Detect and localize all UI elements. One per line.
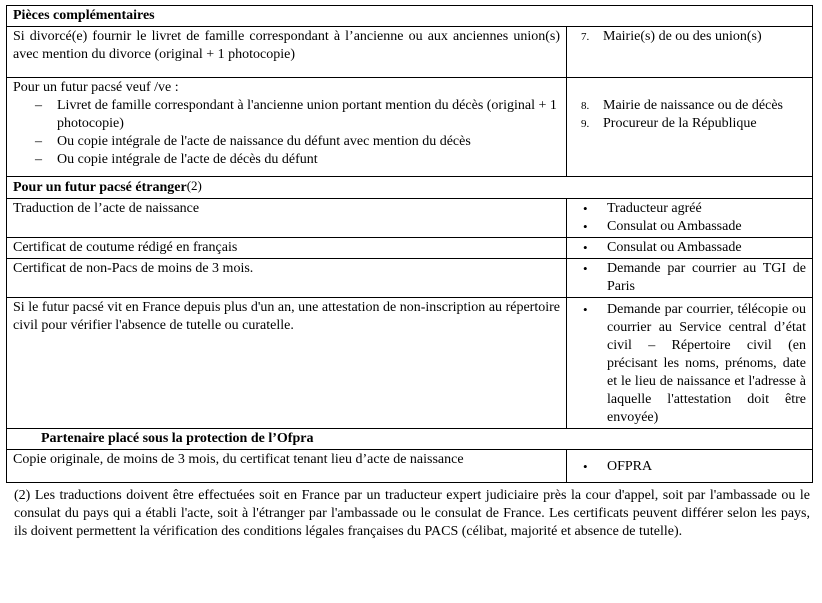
france-requirement: Si le futur pacsé vit en France depuis plus d'un an, une attestation de non-inscription au répertoire civil pour vérifier l'absence de tutelle ou curatelle. [7,298,567,429]
table-row [7,27,813,78]
footnote: (2) Les traductions doivent être effectuées soit en France par un traducteur expert judiciaire près la cour d'appel, soit par l'ambassade ou le consulat du pays qui a établi l'acte, soit à l'étranger par l'ambassade ou le consulat de France. Les certificats peuvent différer selon les pays, ils doivent permettent la vérification des conditions légales françaises du PACS (célibat, majorité et absence de tutelle). [14,488,810,539]
section-header-row [7,177,813,199]
ofpra-text: Copie originale, de moins de 3 mois, du certificat tenant lieu d’acte de naissance [13,452,464,467]
list-item: 9. Procureur de la République [581,116,757,131]
section-title-pieces: Pièces complémentaires [7,6,813,27]
table-row [7,450,813,483]
section-title-ofpra: Partenaire placé sous la protection de l’Ofpra [7,429,813,450]
france-authority [567,298,813,429]
widow-documents-list [13,97,560,169]
list-item: – Livret de famille correspondant à l'ancienne union portant mention du décès (original + 1 photocopie) [57,97,560,133]
table-row [7,238,813,259]
authority-list [573,301,806,427]
ofpra-requirement [7,450,567,483]
authority-list [573,239,806,257]
divorce-authority [567,27,813,78]
custom-requirement: Certificat de coutume rédigé en français [7,238,567,259]
list-item: • Demande par courrier, télécopie ou courrier au Service central d’état civil – Répertoire civil (en précisant les noms, prénoms, date et le lieu de naissance et l'adresse à laquelle l'attestation doit être envoyée) [607,301,806,427]
translation-requirement: Traduction de l’acte de naissance [7,199,567,238]
section-header-row [7,429,813,450]
list-item: – Ou copie intégrale de l'acte de décès du défunt [57,151,560,169]
list-item: 8. Mairie de naissance ou de décès [581,98,783,113]
section-title-foreign: Pour un futur pacsé étranger(2) [7,177,813,199]
ofpra-authority [567,450,813,483]
table-row [7,78,813,177]
translation-authority [567,199,813,238]
section-header-row [7,6,813,27]
authority-list [573,97,806,133]
widow-authority [567,78,813,177]
list-item: – Ou copie intégrale de l'acte de naissance du défunt avec mention du décès [57,133,560,151]
table-row [7,199,813,238]
list-item: • Demande par courrier au TGI de Paris [607,260,806,296]
authority-list [573,200,806,236]
custom-authority [567,238,813,259]
nonpacs-authority [567,259,813,298]
list-item: • Traducteur agréé [607,200,806,218]
widow-intro: Pour un futur pacsé veuf /ve : [13,80,179,95]
authority-list [573,260,806,296]
authority-list [573,458,806,476]
widow-requirement [7,78,567,177]
table-row [7,259,813,298]
divorce-text: Si divorcé(e) fournir le livret de famille correspondant à l’ancienne ou aux anciennes union(s) avec mention du divorce (original + 1 photocopie) [13,29,560,62]
list-item: • Consulat ou Ambassade [607,218,806,236]
table-row [7,298,813,429]
list-item: • Consulat ou Ambassade [607,239,806,257]
authority-list [573,28,806,46]
list-item: • OFPRA [607,458,806,476]
documents-table [6,5,813,483]
divorce-requirement [7,27,567,78]
list-item: 7. Mairie(s) de ou des union(s) [581,29,762,44]
footnote-ref: (2) [186,178,202,193]
document-page [6,5,812,541]
nonpacs-requirement: Certificat de non-Pacs de moins de 3 mois. [7,259,567,298]
